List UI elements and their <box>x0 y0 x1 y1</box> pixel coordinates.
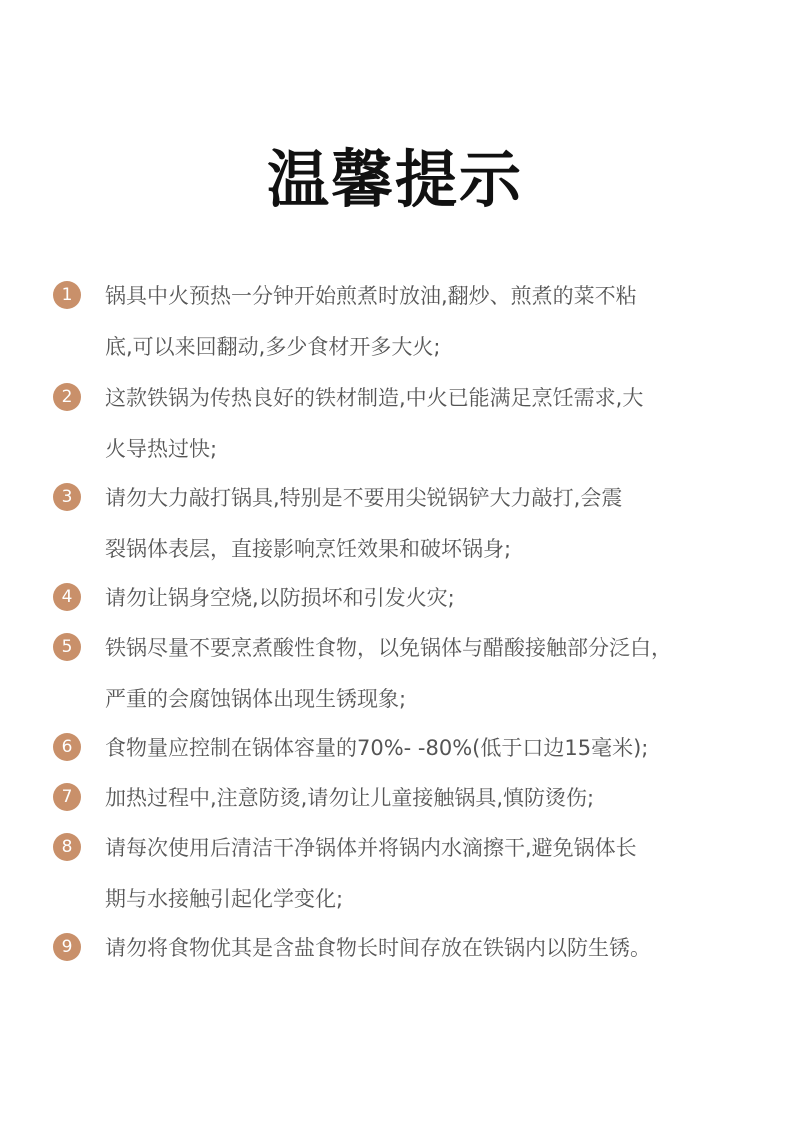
tip-text-line: 严重的会腐蚀锅体出现生锈现象; <box>105 687 407 711</box>
tip-text-line: 这款铁锅为传热良好的铁材制造,中火已能满足烹饪需求,大 <box>105 386 644 410</box>
tip-number-badge: 6 <box>53 733 81 761</box>
tip-text-line: 请勿让锅身空烧,以防损坏和引发火灾; <box>105 586 455 610</box>
tip-number-badge: 1 <box>53 281 81 309</box>
tip-text-line: 底,可以来回翻动,多少食材开多大火; <box>105 335 441 359</box>
tip-number-badge: 7 <box>53 783 81 811</box>
tip-text-line: 铁锅尽量不要烹煮酸性食物，以免锅体与醋酸接触部分泛白， <box>105 636 672 660</box>
tip-text-line: 请勿大力敲打锅具,特别是不要用尖锐锅铲大力敲打,会震 <box>105 486 623 510</box>
tip-text-line: 锅具中火预热一分钟开始煎煮时放油,翻炒、煎煮的菜不粘 <box>105 284 637 308</box>
tip-text-line: 请勿将食物优其是含盐食物长时间存放在铁锅内以防生锈。 <box>105 936 651 960</box>
tip-number-badge: 3 <box>53 483 81 511</box>
tip-text-line: 请每次使用后清洁干净锅体并将锅内水滴擦干,避免锅体长 <box>105 836 637 860</box>
tip-text-line: 加热过程中,注意防烫,请勿让儿童接触锅具,慎防烫伤; <box>105 786 595 810</box>
tip-number-badge: 4 <box>53 583 81 611</box>
tip-text-line: 火导热过快; <box>105 437 218 461</box>
tip-text-line: 食物量应控制在锅体容量的70%- -80%(低于口边15毫米); <box>105 736 649 760</box>
tip-text-line: 期与水接触引起化学变化; <box>105 887 344 911</box>
tip-text-line: 裂锅体表层，直接影响烹饪效果和破坏锅身; <box>105 537 512 561</box>
tip-number-badge: 9 <box>53 933 81 961</box>
tip-number-badge: 5 <box>53 633 81 661</box>
page-title: 温馨提示 <box>266 142 523 216</box>
tip-number-badge: 2 <box>53 383 81 411</box>
tip-number-badge: 8 <box>53 833 81 861</box>
